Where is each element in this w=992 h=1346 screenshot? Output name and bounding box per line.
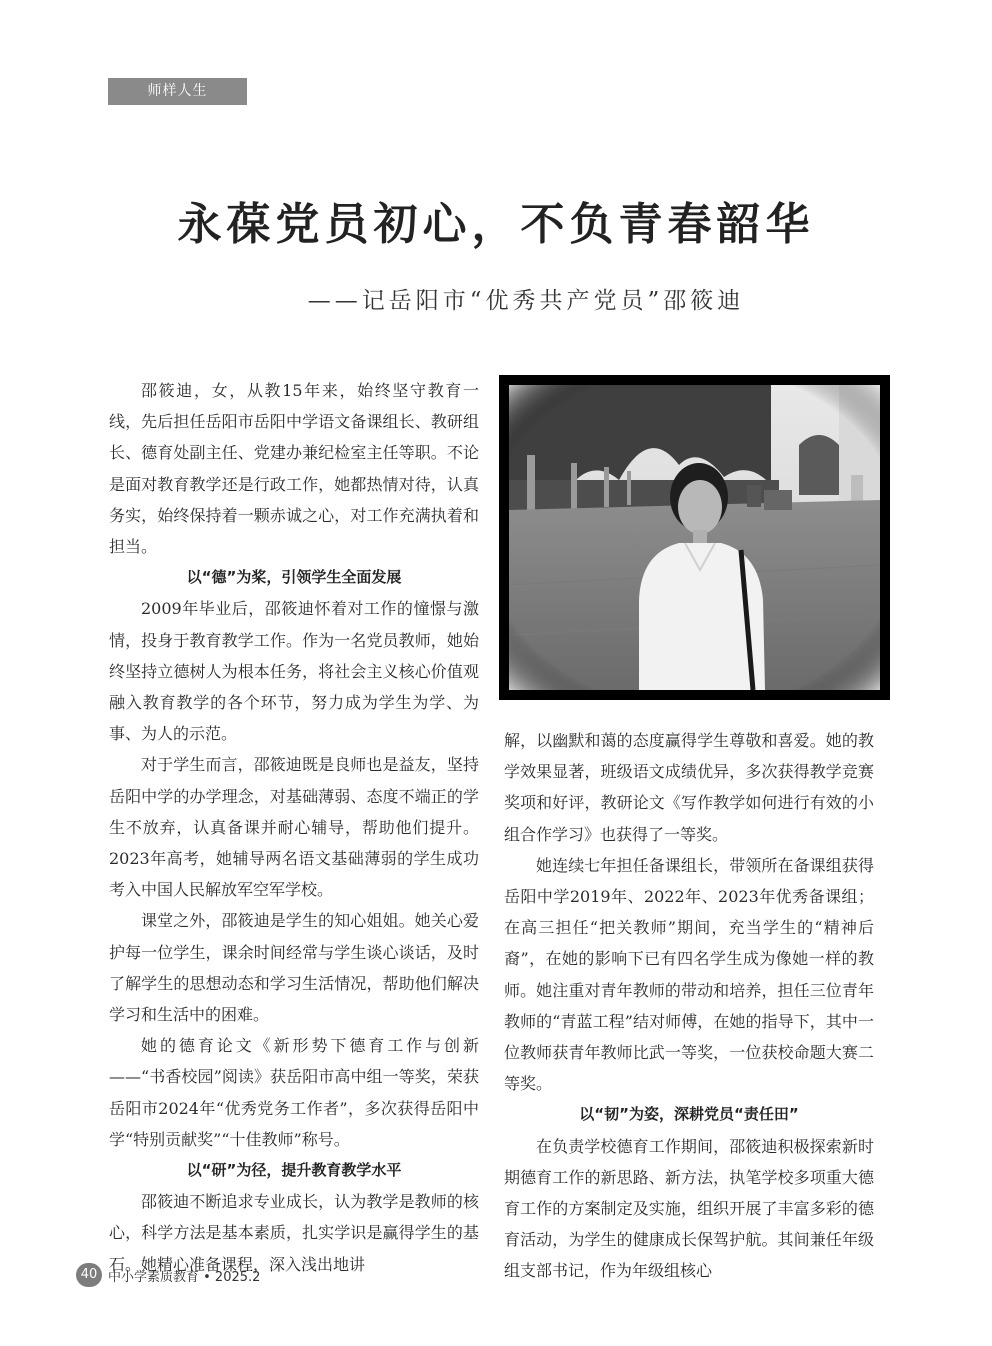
section-heading: 以“德”为桨，引领学生全面发展 xyxy=(186,568,402,587)
portrait-photo-image xyxy=(509,385,880,690)
journal-info: 中小学素质教育 • 2025.2 xyxy=(108,1269,261,1285)
article-subtitle: ——记岳阳市“优秀共产党员”邵筱迪 xyxy=(307,288,745,314)
article-title: 永葆党员初心，不负青春韶华 xyxy=(177,199,815,250)
section-heading: 以“研”为径，提升教育教学水平 xyxy=(186,1161,402,1180)
left-column xyxy=(109,375,479,1280)
page-footer xyxy=(76,1262,260,1288)
paragraph: 解，以幽默和蔼的态度赢得学生尊敬和喜爱。她的教学效果显著，班级语文成绩优异，多次获得教学竞赛奖项和好评，教研论文《写作教学如何进行有效的小组合作学习》也获得了一等奖。 xyxy=(504,731,874,844)
paragraph: 邵筱迪不断追求专业成长，认为教学是教师的核心，科学方法是基本素质，扎实学识是赢得学生的基石。她精心准备课程，深入浅出地讲 xyxy=(109,1192,479,1274)
paragraph: 课堂之外，邵筱迪是学生的知心姐姐。她关心爱护每一位学生，课余时间经常与学生谈心谈话，及时了解学生的思想动态和学习生活情况，帮助他们解决学习和生活中的困难。 xyxy=(109,911,479,1025)
paragraph: 邵筱迪，女，从教15年来，始终坚守教育一线，先后担任岳阳市岳阳中学语文备课组长、教研组长、德育处副主任、党建办兼纪检室主任等职。不论是面对教育教学还是行政工作，她都热情对待，认真务实，始终保持着一颗赤诚之心，对工作充满执着和担当。 xyxy=(109,381,479,557)
right-column xyxy=(504,725,874,1287)
paragraph: 2009年毕业后，邵筱迪怀着对工作的憧憬与激情，投身于教育教学工作。作为一名党员教师，她始终坚持立德树人为根本任务，将社会主义核心价值观融入教育教学的各个环节，努力成为学生为学、为事、为人的示范。 xyxy=(109,599,479,744)
paragraph: 对于学生而言，邵筱迪既是良师也是益友，坚持岳阳中学的办学理念，对基础薄弱、态度不端正的学生不放弃，认真备课并耐心辅导，帮助他们提升。2023年高考，她辅导两名语文基础薄弱的学生成功考入中国人民解放军空军学校。 xyxy=(109,755,479,900)
paragraph: 在负责学校德育工作期间，邵筱迪积极探索新时期德育工作的新思路、新方法，执笔学校多项重大德育工作的方案制定及实施，组织开展了丰富多彩的德育活动，为学生的健康成长保驾护航。其间兼任年级组支部书记，作为年级组核心 xyxy=(504,1136,874,1281)
portrait-photo xyxy=(499,375,890,700)
section-tag: 师样人生 xyxy=(108,78,247,105)
paragraph: 她连续七年担任备课组长，带领所在备课组获得岳阳中学2019年、2022年、2023年优秀备课组；在高三担任“把关教师”期间，充当学生的“精神后裔”，在她的影响下已有四名学生成为像她一样的教师。她注重对青年教师的带动和培养，担任三位青年教师的“青蓝工程”结对师傅，在她的指导下，其中一位教师获青年教师比武一等奖，一位获校命题大赛二等奖。 xyxy=(504,855,874,1094)
paragraph: 她的德育论文《新形势下德育工作与创新——“书香校园”阅读》获岳阳市高中组一等奖，荣获岳阳市2024年“优秀党务工作者”，多次获得岳阳中学“特别贡献奖”“十佳教师”称号。 xyxy=(109,1036,479,1149)
section-heading: 以“韧”为姿，深耕党员“责任田” xyxy=(579,1105,799,1124)
page-number: 40 xyxy=(76,1263,102,1287)
